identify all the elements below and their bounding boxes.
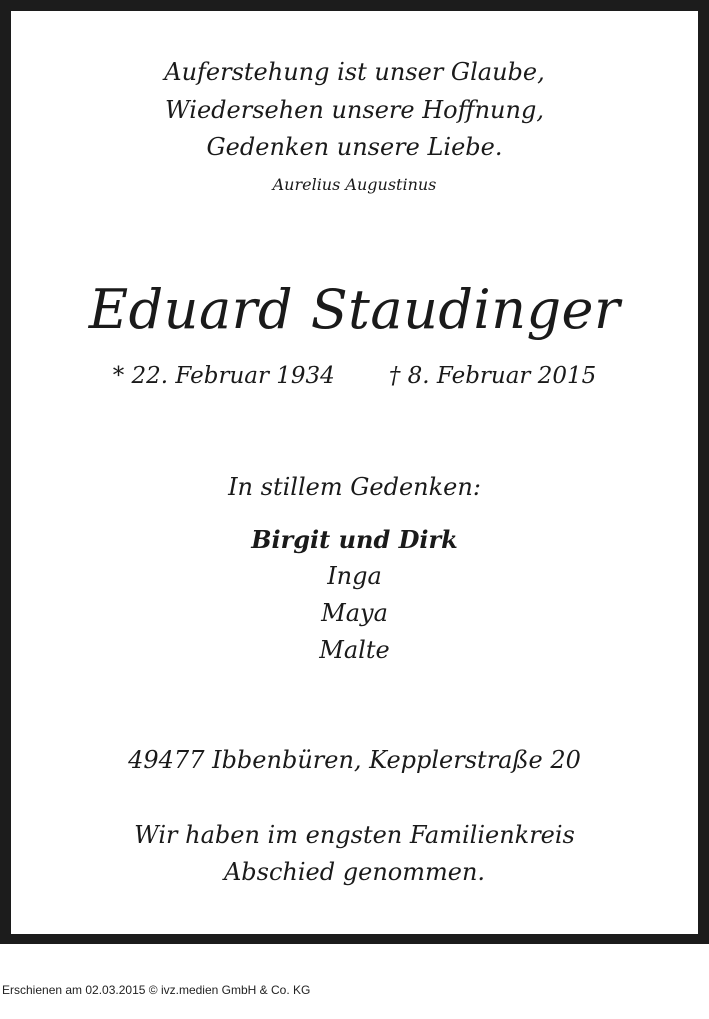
address: 49477 Ibbenbüren, Kepplerstraße 20 — [128, 746, 581, 774]
mourner-2: Maya — [321, 599, 388, 627]
mourners-heading: In stillem Gedenken: — [228, 473, 481, 501]
publication-footer: Erschienen am 02.03.2015 © ivz.medien GmbH & Co. KG — [2, 983, 311, 997]
mourner-primary: Birgit und Dirk — [251, 525, 458, 554]
mourner-3: Malte — [319, 636, 390, 664]
deceased-name: Eduard Staudinger — [88, 278, 621, 341]
verse-line-3: Gedenken unsere Liebe. — [206, 133, 503, 161]
verse-line-2: Wiedersehen unsere Hoffnung, — [165, 96, 544, 124]
closing-line-2: Abschied genommen. — [223, 858, 486, 886]
verse-line-1: Auferstehung ist unser Glaube, — [164, 58, 545, 86]
verse-author: Aurelius Augustinus — [272, 175, 437, 194]
mourner-1: Inga — [327, 562, 382, 590]
death-date: † 8. Februar 2015 — [388, 363, 597, 389]
life-dates — [0, 363, 709, 389]
birth-date: * 22. Februar 1934 — [112, 363, 335, 389]
closing-line-1: Wir haben im engsten Familienkreis — [134, 821, 575, 849]
